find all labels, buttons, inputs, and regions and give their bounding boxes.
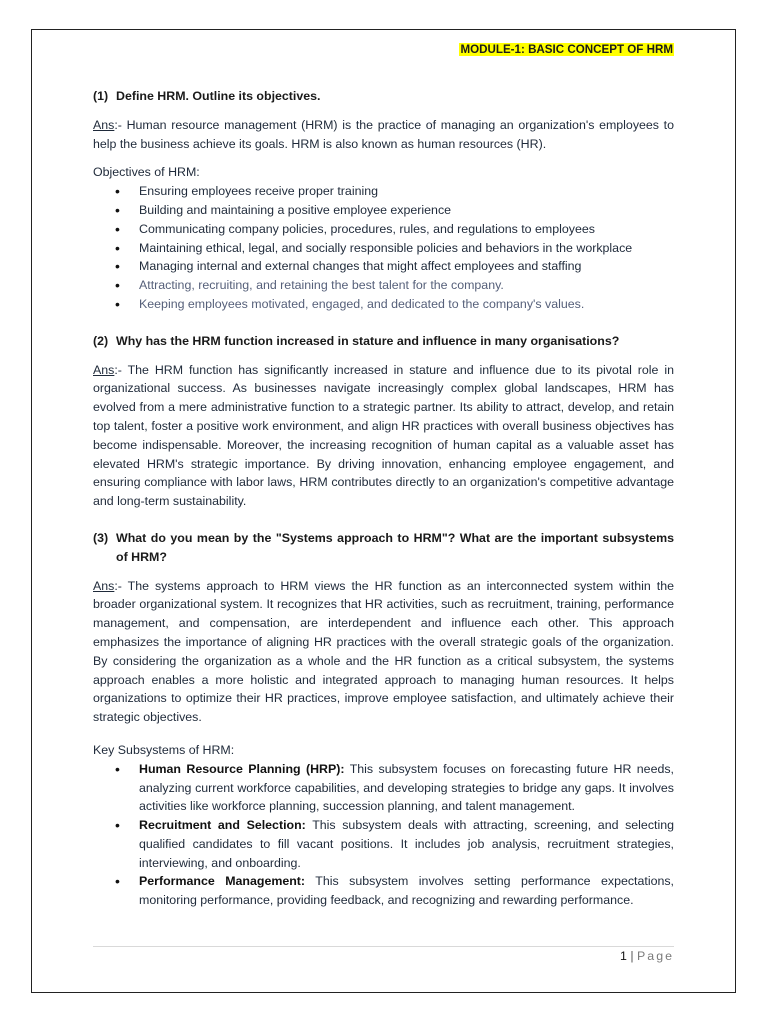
answer-2 bbox=[93, 361, 674, 511]
question-number: (3) bbox=[93, 530, 109, 545]
question-1 bbox=[93, 87, 674, 106]
document-body bbox=[93, 41, 674, 910]
question-2 bbox=[93, 332, 674, 351]
list-item: • Communicating company policies, procedures, rules, and regulations to employees bbox=[93, 220, 674, 239]
page-label: Page bbox=[637, 949, 674, 963]
ans-label: Ans bbox=[93, 362, 115, 377]
question-number: (2) bbox=[93, 333, 109, 348]
subsystem-text: This subsystem involves setting performance expectations, monitoring performance, providing feedback, and recognizing and rewarding performance. bbox=[139, 874, 674, 908]
answer-3 bbox=[93, 577, 674, 727]
objectives-list bbox=[93, 182, 674, 314]
answer-text: :- The HRM function has significantly increased in stature and influence due to its pivotal role in organizational success. As businesses navigate increasingly complex global landscapes, HRM has evolved from a mere administrative function to a strategic partner. Its ability to attract, develop, and retain top talent, foster a positive work environment, and align HR practices with overall business objectives has become indispensable. Moreover, the increasing recognition of human capital as a valuable asset has elevated HRM's strategic importance. By driving innovation, enhancing employee engagement, and ensuring compliance with labor laws, HRM contributes directly to an organization's competitive advantage and long-term sustainability. bbox=[93, 362, 674, 509]
subsystem-text: This subsystem deals with attracting, screening, and selecting qualified candidates to fill vacant positions. It includes job analysis, recruitment strategies, interviewing, and onboarding. bbox=[139, 818, 674, 870]
list-item: • Attracting, recruiting, and retaining the best talent for the company. bbox=[93, 276, 674, 295]
subsystem-title: Recruitment and Selection: bbox=[139, 818, 306, 833]
subsystem-text: This subsystem focuses on forecasting future HR needs, analyzing current workforce capabilities, and developing strategies to bridge any gaps. It involves activities like workforce planning, succession planning, and talent management. bbox=[139, 761, 674, 814]
footer-separator: | bbox=[630, 949, 634, 963]
subsystem-title: Performance Management: bbox=[139, 874, 306, 889]
subsystem-title: Human Resource Planning (HRP): bbox=[139, 761, 345, 776]
list-item: • Managing internal and external changes that might affect employees and staffing bbox=[93, 257, 674, 276]
subsystems-list bbox=[93, 760, 674, 910]
list-item bbox=[93, 872, 674, 910]
objectives-heading: Objectives of HRM: bbox=[93, 165, 200, 180]
ans-label: Ans bbox=[93, 117, 115, 132]
question-text: What do you mean by the "Systems approach to HRM"? What are the important subsystems of HRM? bbox=[116, 530, 674, 564]
page-footer bbox=[93, 947, 674, 965]
list-item bbox=[93, 760, 674, 816]
page-number: 1 bbox=[620, 949, 627, 963]
module-title: MODULE-1: BASIC CONCEPT OF HRM bbox=[460, 43, 673, 56]
answer-text: :- The systems approach to HRM views the HR function as an interconnected system within the broader organizational system. It recognizes that HR activities, such as recruitment, training, performance management, and compensation, are interdependent and influence each other. This approach emphasizes the importance of aligning HR practices with the overall strategic goals of the organization. By considering the organization as a whole and the HR function as a critical subsystem, the systems approach enables a more holistic and integrated approach to managing human resources. It helps organizations to optimize their HR practices, improve employee satisfaction, and ultimately achieve their strategic objectives. bbox=[93, 578, 674, 725]
list-item: • Keeping employees motivated, engaged, and dedicated to the company's values. bbox=[93, 295, 674, 314]
answer-text: :- Human resource management (HRM) is the practice of managing an organization's employees to help the business achieve its goals. HRM is also known as human resources (HR). bbox=[93, 117, 674, 151]
list-item: • Maintaining ethical, legal, and socially responsible policies and behaviors in the workplace bbox=[93, 239, 674, 258]
list-item: • Ensuring employees receive proper training bbox=[93, 182, 674, 201]
list-item: • Building and maintaining a positive employee experience bbox=[93, 201, 674, 220]
question-text: Why has the HRM function increased in stature and influence in many organisations? bbox=[116, 333, 620, 348]
answer-1 bbox=[93, 116, 674, 154]
subsystems-heading: Key Subsystems of HRM: bbox=[93, 742, 235, 757]
question-text: Define HRM. Outline its objectives. bbox=[116, 89, 321, 103]
question-3 bbox=[93, 529, 674, 567]
ans-label: Ans bbox=[93, 578, 115, 593]
list-item bbox=[93, 816, 674, 872]
question-number: (1) bbox=[93, 89, 109, 103]
